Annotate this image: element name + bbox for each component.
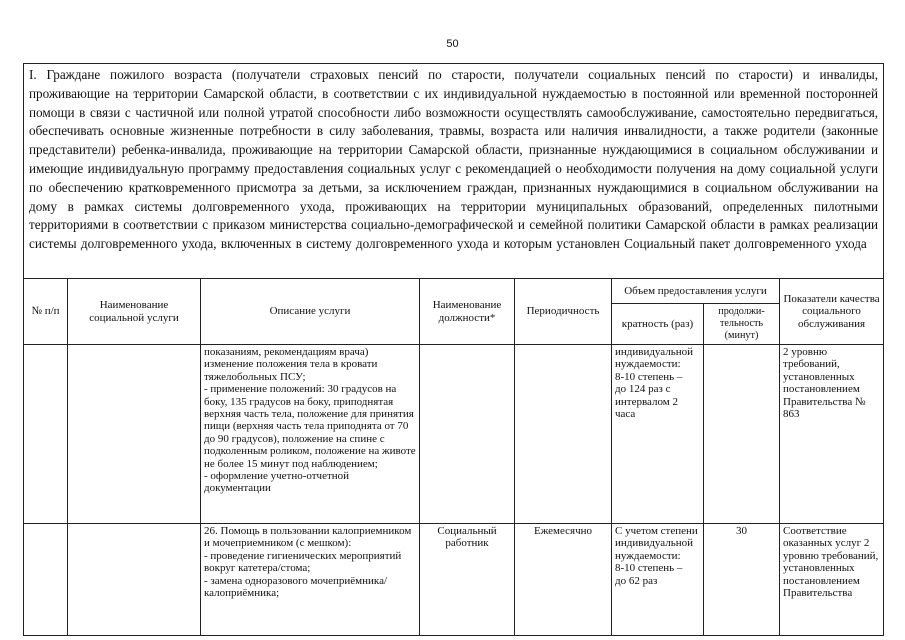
cell-periodicity: Ежемесячно bbox=[515, 524, 612, 636]
cell-position bbox=[420, 345, 515, 524]
header-position: Наименование должности* bbox=[420, 279, 515, 345]
cell-frequency: индивидуальной нуждаемости: 8-10 степень – до 124 раз с интервалом 2 часа bbox=[612, 345, 704, 524]
cell-position: Социальный работник bbox=[420, 524, 515, 636]
header-row bbox=[24, 279, 884, 304]
cell-service-name bbox=[68, 524, 201, 636]
section-heading: I. Граждане пожилого возраста (получатели страховых пенсий по старости, получатели социальных пенсий по старости) и инвалиды, проживающие на территории Самарской области, в соответствии с их индивидуальной нуждаемостью в постоянной или временной посторонней помощи в связи с частичной или полной утратой способности либо возможности осуществлять самообслуживание, самостоятельно передвигаться, обеспечивать основные жизненные потребности в силу заболевания, травмы, возраста или наличия инвалидности, а также родители (законные представители) ребенка-инвалида, проживающие на территории Самарской области, признанные нуждающимися в социальном обслуживании и имеющие индивидуальную программу предоставления социальных услуг с рекомендацией о необходимости получения на дому социальной услуги по обеспечению кратковременного присмотра за детьми, за исключением граждан, признанных нуждающимися в социальном обслуживании на дому в рамках системы долговременного ухода, проживающих на территории муниципальных образований, определенных пилотными территориями в соответствии с приказом министерства социально-демографической и семейной политики Самарской области в рамках реализации системы долговременного ухода, включенных в систему долговременного ухода и которым установлен Социальный пакет долговременного ухода bbox=[24, 64, 884, 279]
header-service-name: Наименование социальной услуги bbox=[68, 279, 201, 345]
cell-quality: 2 уровню требований, установленных постановлением Правительства № 863 bbox=[780, 345, 884, 524]
cell-quality: Соответствие оказанных услуг 2 уровню требований, установленных постановлением Правительства bbox=[780, 524, 884, 636]
services-table bbox=[23, 63, 884, 636]
header-periodicity: Периодичность bbox=[515, 279, 612, 345]
header-duration: продолжи- тельность (минут) bbox=[704, 304, 780, 345]
cell-description: 26. Помощь в пользовании калоприемником и мочеприемником (с мешком): - проведение гигиенических мероприятий вокруг катетера/стома; - замена одноразового мочеприёмника/ калоприёмника; bbox=[201, 524, 420, 636]
header-num: № п/п bbox=[24, 279, 68, 345]
cell-description: показаниям, рекомендациям врача) изменение положения тела в кровати тяжелобольных ПСУ; - применение положений: 30 градусов на боку, 135 градусов на боку, приподнятая верхняя часть тела, положение для принятия пищи (верхняя часть тела приподнята от 70 до 90 градусов), положение на спине с подколенным роликом, положение на животе не более 15 минут под наблюдением; - оформление учетно-отчетной документации bbox=[201, 345, 420, 524]
cell-service-name bbox=[68, 345, 201, 524]
page-number: 50 bbox=[446, 38, 459, 50]
cell-frequency: С учетом степени индивидуальной нуждаемости: 8-10 степень – до 62 раз bbox=[612, 524, 704, 636]
header-frequency: кратность (раз) bbox=[612, 304, 704, 345]
header-description: Описание услуги bbox=[201, 279, 420, 345]
header-quality: Показатели качества социального обслуживания bbox=[780, 279, 884, 345]
cell-duration: 30 bbox=[704, 524, 780, 636]
cell-periodicity bbox=[515, 345, 612, 524]
table-row bbox=[24, 524, 884, 636]
cell-duration bbox=[704, 345, 780, 524]
header-volume: Объем предоставления услуги bbox=[612, 279, 780, 304]
section-row bbox=[24, 64, 884, 279]
cell-num bbox=[24, 345, 68, 524]
cell-num bbox=[24, 524, 68, 636]
table-row bbox=[24, 345, 884, 524]
